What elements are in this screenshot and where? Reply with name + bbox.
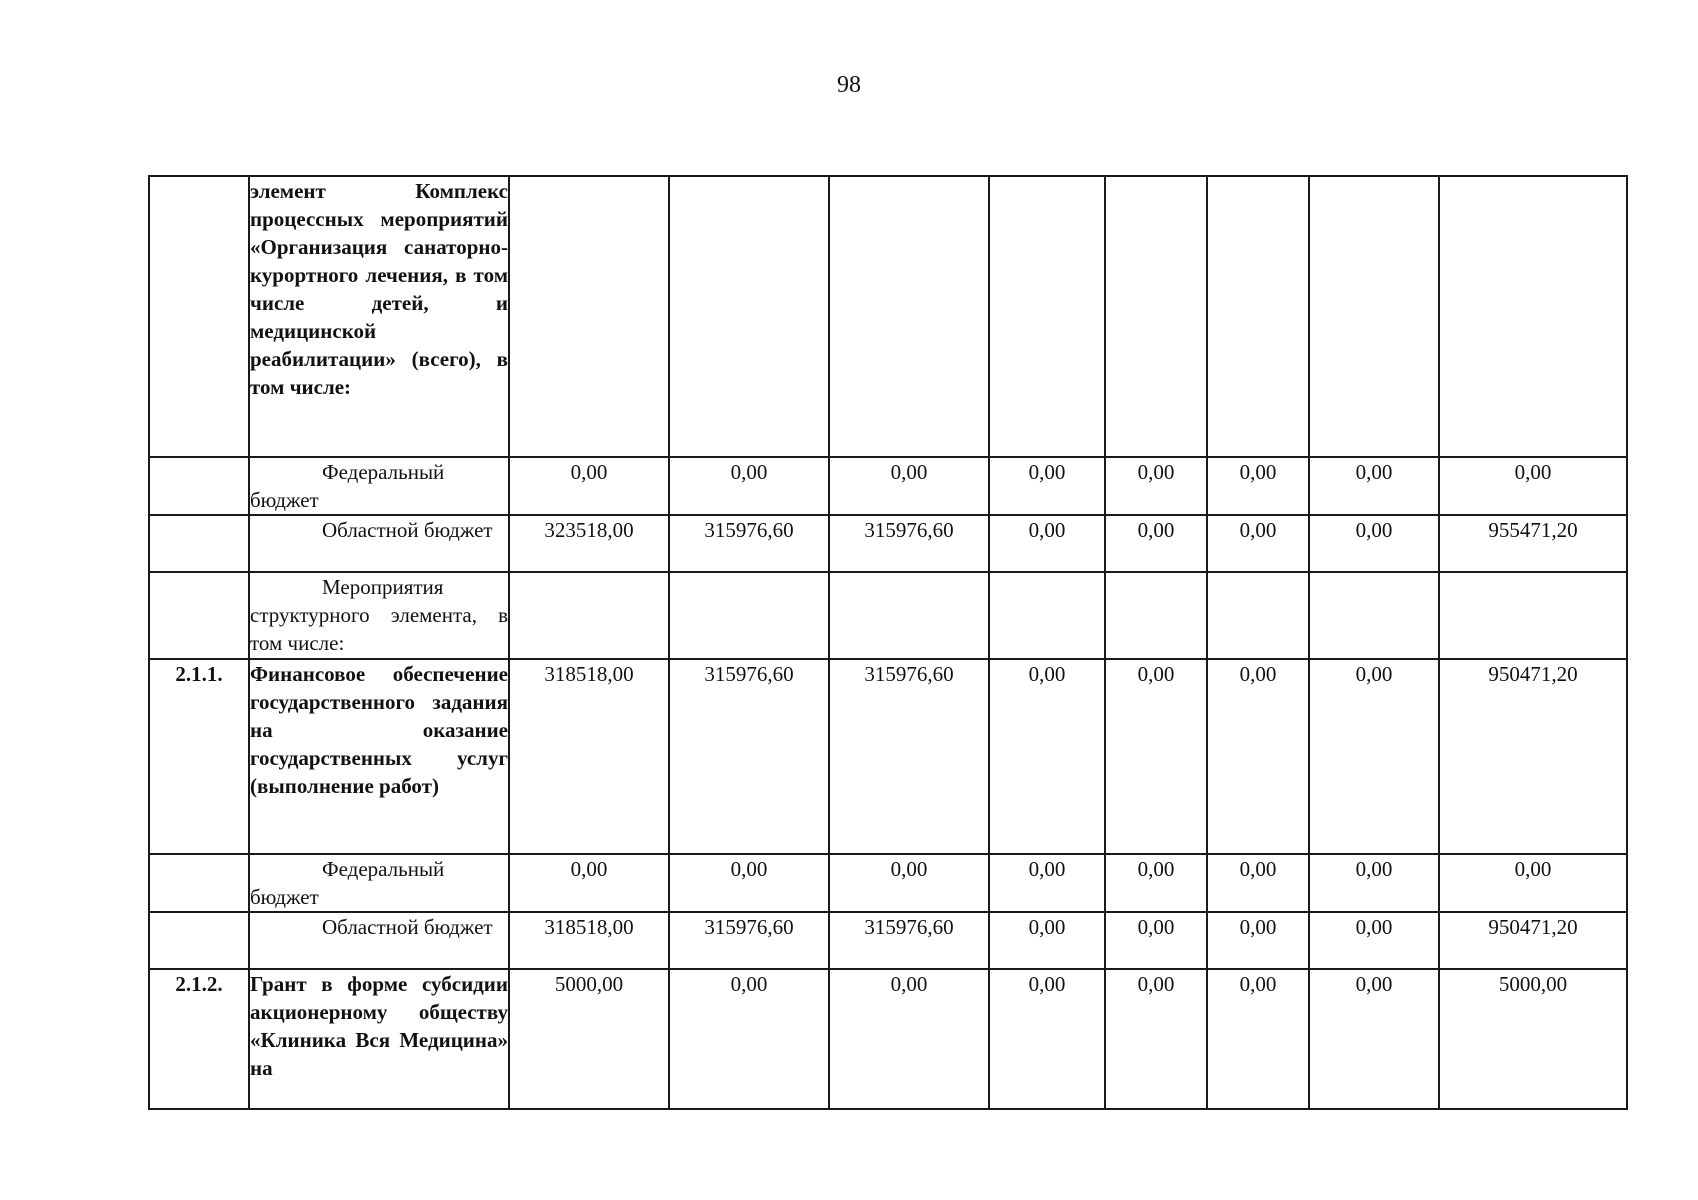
value-cell: 950471,20 bbox=[1439, 659, 1627, 854]
row-code-cell: 2.1.1. bbox=[149, 659, 249, 854]
value-cell: 0,00 bbox=[1105, 515, 1207, 572]
value-cell: 5000,00 bbox=[509, 969, 669, 1109]
value-cell: 0,00 bbox=[989, 912, 1105, 969]
value-cell bbox=[509, 176, 669, 457]
row-code-cell bbox=[149, 457, 249, 515]
row-name-cell: Мероприятия структурного элемента, в том числе: bbox=[249, 572, 509, 659]
value-cell: 0,00 bbox=[1207, 515, 1309, 572]
row-name-cell: Финансовое обеспечение государственного задания на оказание государственных услуг (выполнение работ) bbox=[249, 659, 509, 854]
row-name-cell: Федеральный бюджет bbox=[249, 854, 509, 912]
value-cell: 0,00 bbox=[1309, 457, 1439, 515]
value-cell bbox=[989, 176, 1105, 457]
row-code-cell: 2.1.2. bbox=[149, 969, 249, 1109]
value-cell: 0,00 bbox=[1105, 457, 1207, 515]
value-cell: 0,00 bbox=[1207, 854, 1309, 912]
value-cell: 955471,20 bbox=[1439, 515, 1627, 572]
value-cell bbox=[989, 572, 1105, 659]
value-cell: 0,00 bbox=[509, 457, 669, 515]
table-row bbox=[149, 659, 1627, 854]
value-cell bbox=[1439, 572, 1627, 659]
value-cell: 0,00 bbox=[829, 854, 989, 912]
value-cell: 315976,60 bbox=[829, 659, 989, 854]
value-cell: 0,00 bbox=[1309, 854, 1439, 912]
value-cell: 0,00 bbox=[1207, 659, 1309, 854]
value-cell: 0,00 bbox=[509, 854, 669, 912]
value-cell: 0,00 bbox=[1105, 912, 1207, 969]
value-cell: 0,00 bbox=[1309, 659, 1439, 854]
value-cell bbox=[829, 176, 989, 457]
value-cell: 318518,00 bbox=[509, 912, 669, 969]
value-cell bbox=[669, 176, 829, 457]
value-cell: 323518,00 bbox=[509, 515, 669, 572]
value-cell bbox=[1105, 572, 1207, 659]
value-cell: 0,00 bbox=[1207, 912, 1309, 969]
row-code-cell bbox=[149, 854, 249, 912]
value-cell: 0,00 bbox=[669, 457, 829, 515]
value-cell: 0,00 bbox=[1439, 457, 1627, 515]
row-name-cell: Областной бюджет bbox=[249, 515, 509, 572]
value-cell: 0,00 bbox=[989, 969, 1105, 1109]
value-cell: 0,00 bbox=[989, 659, 1105, 854]
value-cell bbox=[829, 572, 989, 659]
value-cell: 0,00 bbox=[1105, 969, 1207, 1109]
value-cell: 950471,20 bbox=[1439, 912, 1627, 969]
value-cell: 318518,00 bbox=[509, 659, 669, 854]
value-cell: 0,00 bbox=[829, 969, 989, 1109]
value-cell bbox=[509, 572, 669, 659]
value-cell: 0,00 bbox=[829, 457, 989, 515]
value-cell: 0,00 bbox=[1309, 969, 1439, 1109]
value-cell: 0,00 bbox=[989, 854, 1105, 912]
table-row bbox=[149, 572, 1627, 659]
value-cell: 0,00 bbox=[989, 515, 1105, 572]
row-code-cell bbox=[149, 912, 249, 969]
table-row bbox=[149, 912, 1627, 969]
value-cell bbox=[1439, 176, 1627, 457]
table-row bbox=[149, 854, 1627, 912]
value-cell bbox=[1105, 176, 1207, 457]
row-code-cell bbox=[149, 176, 249, 457]
value-cell: 315976,60 bbox=[669, 515, 829, 572]
value-cell bbox=[1309, 176, 1439, 457]
row-name-cell: Федеральный бюджет bbox=[249, 457, 509, 515]
budget-table-body bbox=[149, 176, 1627, 1109]
table-row bbox=[149, 176, 1627, 457]
value-cell: 0,00 bbox=[669, 854, 829, 912]
row-name-cell: элемент Комплекс процессных мероприятий «Организация санаторно-курортного лечения, в том числе детей, и медицинской реабилитации» (всего), в том числе: bbox=[249, 176, 509, 457]
value-cell: 315976,60 bbox=[669, 659, 829, 854]
value-cell bbox=[669, 572, 829, 659]
value-cell: 0,00 bbox=[1105, 659, 1207, 854]
value-cell bbox=[1309, 572, 1439, 659]
table-row bbox=[149, 457, 1627, 515]
value-cell: 0,00 bbox=[669, 969, 829, 1109]
value-cell: 315976,60 bbox=[829, 515, 989, 572]
row-code-cell bbox=[149, 572, 249, 659]
value-cell: 0,00 bbox=[1105, 854, 1207, 912]
row-name-cell: Грант в форме субсидии акционерному обществу «Клиника Вся Медицина» на bbox=[249, 969, 509, 1109]
value-cell bbox=[1207, 572, 1309, 659]
page-number: 98 bbox=[837, 72, 861, 98]
value-cell: 0,00 bbox=[1207, 457, 1309, 515]
table-row bbox=[149, 515, 1627, 572]
value-cell: 0,00 bbox=[1207, 969, 1309, 1109]
row-code-cell bbox=[149, 515, 249, 572]
value-cell: 0,00 bbox=[1309, 515, 1439, 572]
value-cell: 0,00 bbox=[989, 457, 1105, 515]
row-name-cell: Областной бюджет bbox=[249, 912, 509, 969]
value-cell: 5000,00 bbox=[1439, 969, 1627, 1109]
value-cell: 315976,60 bbox=[669, 912, 829, 969]
value-cell: 0,00 bbox=[1309, 912, 1439, 969]
value-cell: 0,00 bbox=[1439, 854, 1627, 912]
value-cell bbox=[1207, 176, 1309, 457]
value-cell: 315976,60 bbox=[829, 912, 989, 969]
table-row bbox=[149, 969, 1627, 1109]
budget-table bbox=[148, 175, 1628, 1110]
